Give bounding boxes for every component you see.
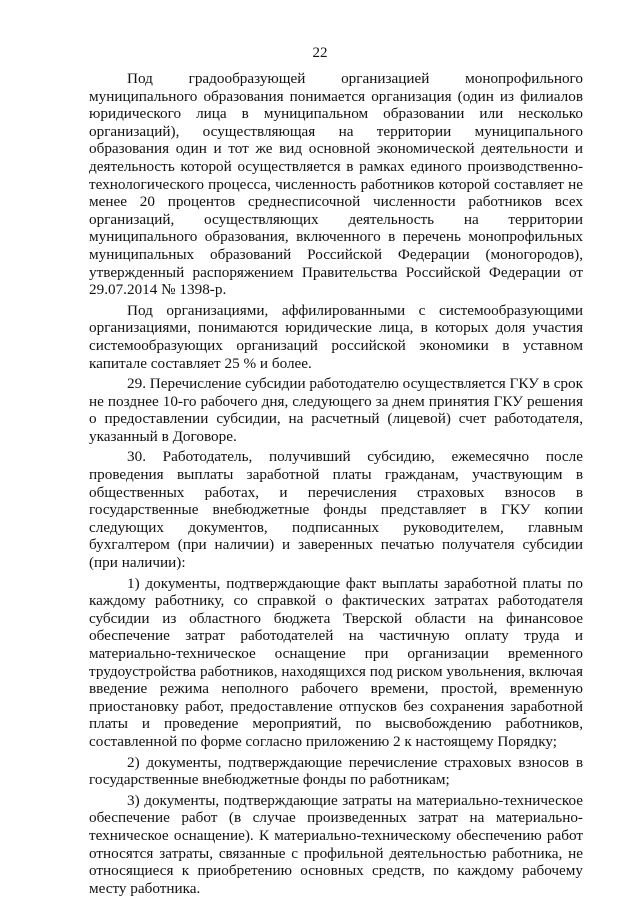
paragraph-item-29: 29. Перечисление субсидии работодателю осуществляется ГКУ в срок не позднее 10-го рабочего дня, следующего за днем принятия ГКУ решения о предоставлении субсидии, на расчетный (лицевой) счет работодателя, указанный в Договоре. xyxy=(89,375,583,445)
paragraph-subitem-2: 2) документы, подтверждающие перечисление страховых взносов в государственные внебюджетные фонды по работникам; xyxy=(89,753,583,789)
paragraph-subitem-3: 3) документы, подтверждающие затраты на материально-техническое обеспечение работ (в случае произведенных затрат на материально-техническое оснащение). К материально-техническому обеспечению работ относятся затраты, связанные с профильной деятельностью работника, не относящиеся к приобретению основных средств, по каждому рабочему месту работника. xyxy=(89,791,583,897)
paragraph-item-30: 30. Работодатель, получивший субсидию, ежемесячно после проведения выплаты заработной платы гражданам, участвующим в общественных работах, и перечисления страховых взносов в государственные внебюджетные фонды представляет в ГКУ копии следующих документов, подписанных руководителем, главным бухгалтером (при наличии) и заверенных печатью получателя субсидии (при наличии): xyxy=(89,448,583,572)
document-body xyxy=(89,70,583,897)
paragraph-subitem-1: 1) документы, подтверждающие факт выплаты заработной платы по каждому работнику, со справкой о фактических затратах работодателя субсидии из областного бюджета Тверской области на финансовое обеспечение затрат работодателей на частичную оплату труда и материально-техническое оснащение при организации временного трудоустройства работников, находящихся под риском увольнения, включая введение режима неполного рабочего времени, простой, временную приостановку работ, предоставление отпусков без сохранения заработной платы и проведение мероприятий, по высвобождению работников, составленной по форме согласно приложению 2 к настоящему Порядку; xyxy=(89,574,583,750)
page-number: 22 xyxy=(312,45,328,61)
paragraph-affiliated-definition: Под организациями, аффилированными с системообразующими организациями, понимаются юридические лица, в которых доля участия системообразующих организаций российской экономики в уставном капитале составляет 25 % и более. xyxy=(89,301,583,372)
paragraph-monoprofile-definition: Под градообразующей организацией монопрофильного муниципального образования понимается организация (один из филиалов юридического лица в муниципальном образовании или несколько организаций), осуществляющая на территории муниципального образования один и тот же вид основной экономической деятельности и деятельность которой осуществляется в рамках единого производственно-технологического процесса, численность работников которой составляет не менее 20 процентов среднесписочной численности работников всех организаций, осуществляющих деятельность на территории муниципального образования, включенного в перечень монопрофильных муниципальных образований Российской Федерации (моногородов), утвержденный распоряжением Правительства Российской Федерации от 29.07.2014 № 1398-р. xyxy=(89,70,583,299)
